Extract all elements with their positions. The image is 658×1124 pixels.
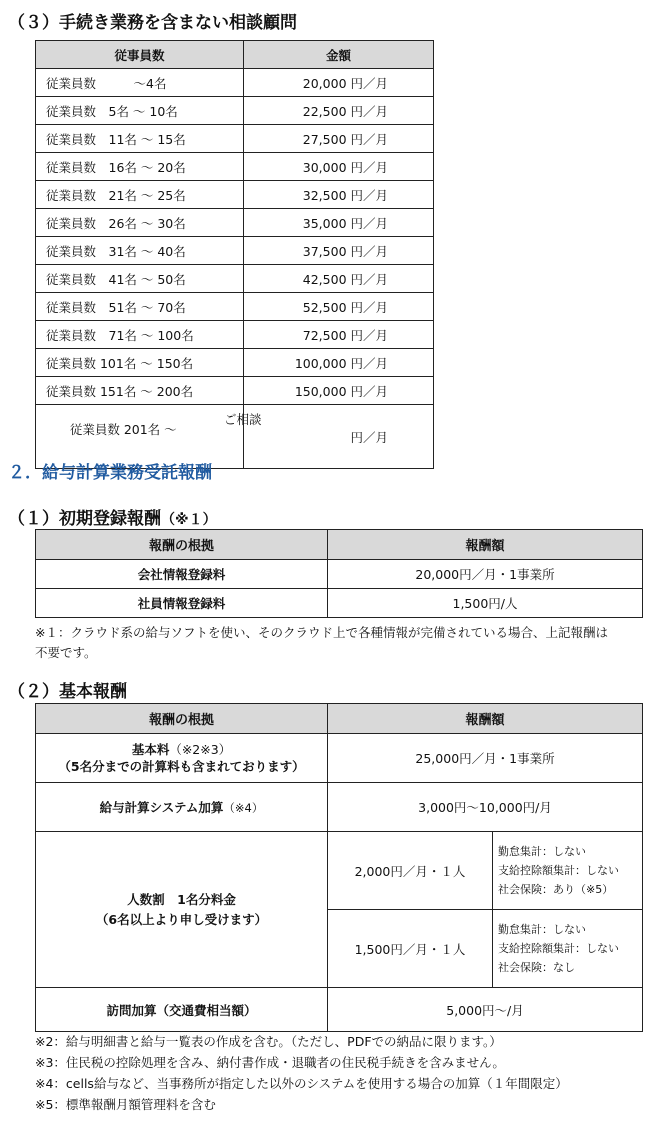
table-row — [36, 560, 643, 589]
basis-cell: 社員情報登録料 — [36, 589, 328, 618]
system-note: （※4） — [223, 801, 264, 815]
amount-cell: 72,500 円／月 — [244, 321, 434, 349]
amount-cell: 52,500 円／月 — [244, 293, 434, 321]
employees-cell: 従業員数 41名 ～ 50名 — [36, 265, 244, 293]
condition-insurance: 社会保険：あり（※5） — [498, 883, 614, 896]
table-row — [36, 209, 434, 237]
condition-insurance: 社会保険：なし — [498, 961, 575, 974]
employees-cell: 従業員数 11名 ～ 15名 — [36, 125, 244, 153]
basis-cell — [36, 734, 328, 783]
column-header-basis: 報酬の根拠 — [36, 704, 328, 734]
table-row — [36, 589, 643, 618]
employees-cell: 従業員数 16名 ～ 20名 — [36, 153, 244, 181]
amount-cell: 150,000 円／月 — [244, 377, 434, 405]
section-heading-basic: （２）基本報酬 — [8, 682, 127, 702]
employees-cell: 従業員数 71名 ～ 100名 — [36, 321, 244, 349]
amount-cell: 30,000 円／月 — [244, 153, 434, 181]
amount-cell: 3,000円～10,000円/月 — [328, 783, 643, 832]
amount-cell: 37,500 円／月 — [244, 237, 434, 265]
basic-fee-table — [35, 703, 643, 1032]
table-row-base-fee — [36, 734, 643, 783]
footnote-2: ※2：給与明細書と給与一覧表の作成を含む。（ただし、PDFでの納品に限ります。） — [35, 1034, 502, 1049]
employees-cell: 従業員数 51名 ～ 70名 — [36, 293, 244, 321]
amount-cell: 100,000 円／月 — [244, 349, 434, 377]
column-header-basis: 報酬の根拠 — [36, 530, 328, 560]
initial-fee-table — [35, 529, 643, 618]
base-fee-note: （※2※3） — [169, 742, 232, 757]
headcount-sub: （6名以上より申し受けます） — [95, 911, 268, 927]
section-heading-initial — [8, 504, 217, 529]
base-fee-sub: （5名分までの計算料も含まれております） — [58, 759, 305, 774]
table-row — [36, 153, 434, 181]
basis-cell — [36, 783, 328, 832]
headcount-label: 人数割 1名分料金 — [127, 891, 236, 907]
amount-cell: 20,000 円／月 — [244, 69, 434, 97]
condition-deduction: 支給控除額集計：しない — [498, 942, 619, 955]
amount-cell: 32,500 円／月 — [244, 181, 434, 209]
table-row — [36, 377, 434, 405]
amount-cell: 27,500 円／月 — [244, 125, 434, 153]
conditions-cell — [493, 910, 643, 988]
section-heading-consulting: （３）手続き業務を含まない相談顧問 — [8, 13, 297, 33]
column-header-employees: 従事員数 — [36, 41, 244, 69]
table-row — [36, 69, 434, 97]
column-header-amount: 報酬額 — [328, 704, 643, 734]
amount-cell: 25,000円／月・1事業所 — [328, 734, 643, 783]
employees-cell: 従業員数 26名 ～ 30名 — [36, 209, 244, 237]
table-row-system — [36, 783, 643, 832]
amount-cell: 20,000円／月・1事業所 — [328, 560, 643, 589]
footnote-3: ※3：住民税の控除処理を含み、納付書作成・退職者の住民税手続きを含みません。 — [35, 1055, 505, 1070]
initial-heading-note: （※１） — [161, 512, 217, 528]
table-row — [36, 97, 434, 125]
table-row-visit — [36, 988, 643, 1032]
employees-range: 従業員数 201名 ～ — [69, 422, 177, 437]
footnote-1-line2: 不要です。 — [35, 645, 97, 660]
amount-cell: 35,000 円／月 — [244, 209, 434, 237]
table-header-row — [36, 41, 434, 69]
table-row — [36, 321, 434, 349]
amount-cell: 22,500 円／月 — [244, 97, 434, 125]
amount-cell: 42,500 円／月 — [244, 265, 434, 293]
footnote-1-line1: ※１：クラウド系の給与ソフトを使い、そのクラウド上で各種情報が完備されている場合、上記報酬は — [35, 625, 608, 640]
employees-cell: 従業員数 151名 ～ 200名 — [36, 377, 244, 405]
table-row — [36, 125, 434, 153]
employees-cell: 従業員数 5名 ～ 10名 — [36, 97, 244, 125]
basis-cell: 訪問加算（交通費相当額） — [36, 988, 328, 1032]
column-header-amount: 金額 — [244, 41, 434, 69]
amount-cell: 5,000円～/月 — [328, 988, 643, 1032]
consulting-fee-table — [35, 40, 434, 469]
condition-attendance: 勤怠集計：しない — [498, 845, 586, 858]
basis-cell: 会社情報登録料 — [36, 560, 328, 589]
footnote-5: ※5：標準報酬月額管理料を含む — [35, 1097, 216, 1112]
column-header-amount: 報酬額 — [328, 530, 643, 560]
footnote-4: ※4：cells給与など、当事務所が指定した以外のシステムを使用する場合の加算（１年間限定） — [35, 1076, 568, 1091]
employees-cell: 従業員数 21名 ～ 25名 — [36, 181, 244, 209]
table-row — [36, 181, 434, 209]
table-header-row — [36, 530, 643, 560]
amount-cell: 2,000円／月・１人 — [328, 832, 493, 910]
initial-heading-text: （１）初期登録報酬 — [8, 509, 161, 529]
consult-label: ご相談 — [224, 412, 262, 427]
table-header-row — [36, 704, 643, 734]
conditions-cell — [493, 832, 643, 910]
condition-attendance: 勤怠集計：しない — [498, 923, 586, 936]
base-fee-label: 基本料 — [131, 742, 170, 757]
table-row — [36, 237, 434, 265]
system-label: 給与計算システム加算 — [99, 800, 224, 815]
condition-deduction: 支給控除額集計：しない — [498, 864, 619, 877]
employees-cell: 従業員数 ～4名 — [36, 69, 244, 97]
amount-cell: 円／月 — [244, 405, 434, 469]
employees-cell: 従業員数 101名 ～ 150名 — [36, 349, 244, 377]
amount-cell: 1,500円/人 — [328, 589, 643, 618]
table-row — [36, 293, 434, 321]
table-row — [36, 265, 434, 293]
employees-cell: 従業員数 31名 ～ 40名 — [36, 237, 244, 265]
table-row-headcount-1 — [36, 832, 643, 910]
section-heading-payroll: ２．給与計算業務受託報酬 — [8, 463, 212, 483]
amount-cell: 1,500円／月・１人 — [328, 910, 493, 988]
basis-cell — [36, 832, 328, 988]
table-row — [36, 349, 434, 377]
